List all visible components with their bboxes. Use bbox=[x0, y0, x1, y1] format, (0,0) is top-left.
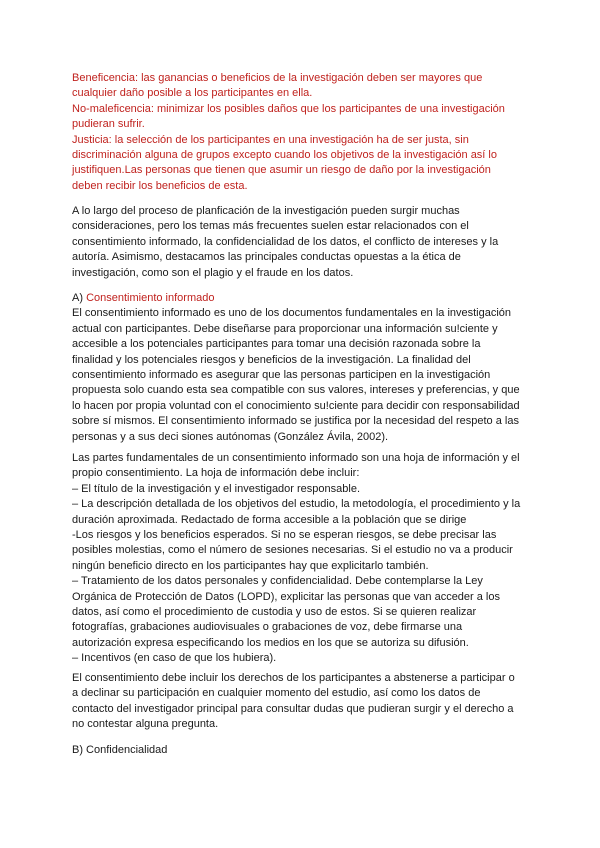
parts-line: – La descripción detallada de los objetivos del estudio, la metodología, el procedimiento y la bbox=[72, 498, 521, 511]
closing-line: El consentimiento debe incluir los derechos de los participantes a abstenerse a participar o bbox=[72, 672, 515, 684]
parts-line: ningún beneficio directo en los participantes hay que explicitarlo también. bbox=[72, 559, 429, 572]
principle-line: Beneficencia: las ganancias o beneficios de la investigación deben ser mayores que bbox=[72, 72, 483, 84]
parts-line: fotografías, grabaciones audiovisuales o grabaciones de voz, debe firmarse una bbox=[72, 621, 463, 634]
section-b bbox=[72, 743, 532, 758]
section-a-prefix: A) bbox=[72, 292, 87, 304]
section-a-title: Consentimiento informado bbox=[86, 292, 215, 304]
parts-line: Las partes fundamentales de un consentimiento informado son una hoja de información y el bbox=[72, 452, 520, 464]
closing-line: contacto del investigador principal para consultar dudas que pudieran surgir y el derecho a bbox=[72, 702, 514, 715]
principle-line: Justicia: la selección de los participantes en una investigación ha de ser justa, sin bbox=[72, 133, 469, 146]
principle-line: pudieran sufrir. bbox=[72, 118, 145, 131]
principle-line: discriminación alguna de grupos excepto cuando los objetivos de la investigación así lo bbox=[72, 149, 497, 162]
intro-line: autoría. Asimismo, destacamos las principales conductas opuestas a la ética de bbox=[72, 251, 461, 264]
principle-line: No-maleficencia: minimizar los posibles daños que los participantes de una investigación bbox=[72, 102, 505, 115]
parts-line: duración aproximada. Redactado de forma accesible a la población que se dirige bbox=[72, 513, 467, 526]
parts-line: propio consentimiento. La hoja de información debe incluir: bbox=[72, 467, 360, 480]
parts-line: – Tratamiento de los datos personales y confidencialidad. Debe contemplarse la Ley bbox=[72, 575, 483, 588]
section-a bbox=[72, 291, 532, 445]
section-a-line: personas y a sus deci siones autónomas (González Ávila, 2002). bbox=[72, 430, 389, 443]
section-a-line: accesible a los potenciales participantes para tomar una decisión razonada sobre la bbox=[72, 338, 481, 351]
parts-line: datos, así como el procedimiento de custodia y uso de estos. Si se quieren realizar bbox=[72, 606, 477, 619]
section-a-line: propuesta solo cuando esta sea compatible con sus valores, intereses y preferencias, y que bbox=[72, 384, 520, 397]
section-a-line: actual con participantes. Debe diseñarse para proporcionar una información su!ciente y bbox=[72, 322, 498, 335]
intro-paragraph bbox=[72, 204, 532, 281]
section-a-line: sobre sí mismos. El consentimiento informado se justifica por la necesidad del respeto a las bbox=[72, 415, 519, 428]
parts-line: posibles molestias, como el número de sesiones necesarias. Si el estudio no va a producir bbox=[72, 544, 513, 557]
section-a-heading bbox=[72, 291, 532, 306]
section-a-line: consentimiento informado es asegurar que las personas participen en la investigación bbox=[72, 369, 491, 382]
intro-line: consideraciones, pero los temas más frecuentes suelen estar relacionados con el bbox=[72, 220, 469, 233]
section-a-line: lo hacen por propia voluntad con el conocimiento su!ciente para decidir con responsabilidad bbox=[72, 399, 520, 412]
closing-line: no contestar alguna pregunta. bbox=[72, 718, 219, 731]
principle-line: justifiquen.Las personas que tienen que asumir un riesgo de daño por la investigación bbox=[72, 164, 491, 177]
parts-line: -Los riesgos y los beneficios esperados. Si no se esperan riesgos, se debe precisar las bbox=[72, 529, 497, 542]
section-a-line: finalidad y los potenciales riesgos y beneficios de la investigación. La finalidad del bbox=[72, 353, 471, 366]
section-a-line: El consentimiento informado es uno de los documentos fundamentales en la investigación bbox=[72, 307, 512, 320]
parts-line: – El título de la investigación y el investigador responsable. bbox=[72, 482, 361, 495]
parts-paragraph bbox=[72, 451, 532, 667]
principle-line: cualquier daño posible a los participantes en ella. bbox=[72, 87, 313, 100]
principle-line: deben recibir los beneficios de esta. bbox=[72, 179, 248, 192]
parts-line: Orgánica de Protección de Datos (LOPD), explicitar las personas que van acceder a los bbox=[72, 590, 500, 603]
closing-line: a declinar su participación en cualquier momento del estudio, así como los datos de bbox=[72, 687, 481, 700]
parts-line: autorización expresa especificando los medios en los que se autoriza su difusión. bbox=[72, 636, 469, 649]
intro-line: A lo largo del proceso de planficación de la investigación pueden surgir muchas bbox=[72, 205, 460, 217]
section-b-heading: B) Confidencialidad bbox=[72, 744, 168, 756]
intro-line: investigación, como son el plagio y el fraude en los datos. bbox=[72, 266, 354, 279]
parts-line: – Incentivos (en caso de que los hubiera). bbox=[72, 652, 277, 665]
closing-paragraph bbox=[72, 671, 532, 733]
intro-line: consentimiento informado, la confidencialidad de los datos, el conflicto de intereses y la bbox=[72, 235, 499, 248]
ethical-principles bbox=[72, 71, 532, 194]
